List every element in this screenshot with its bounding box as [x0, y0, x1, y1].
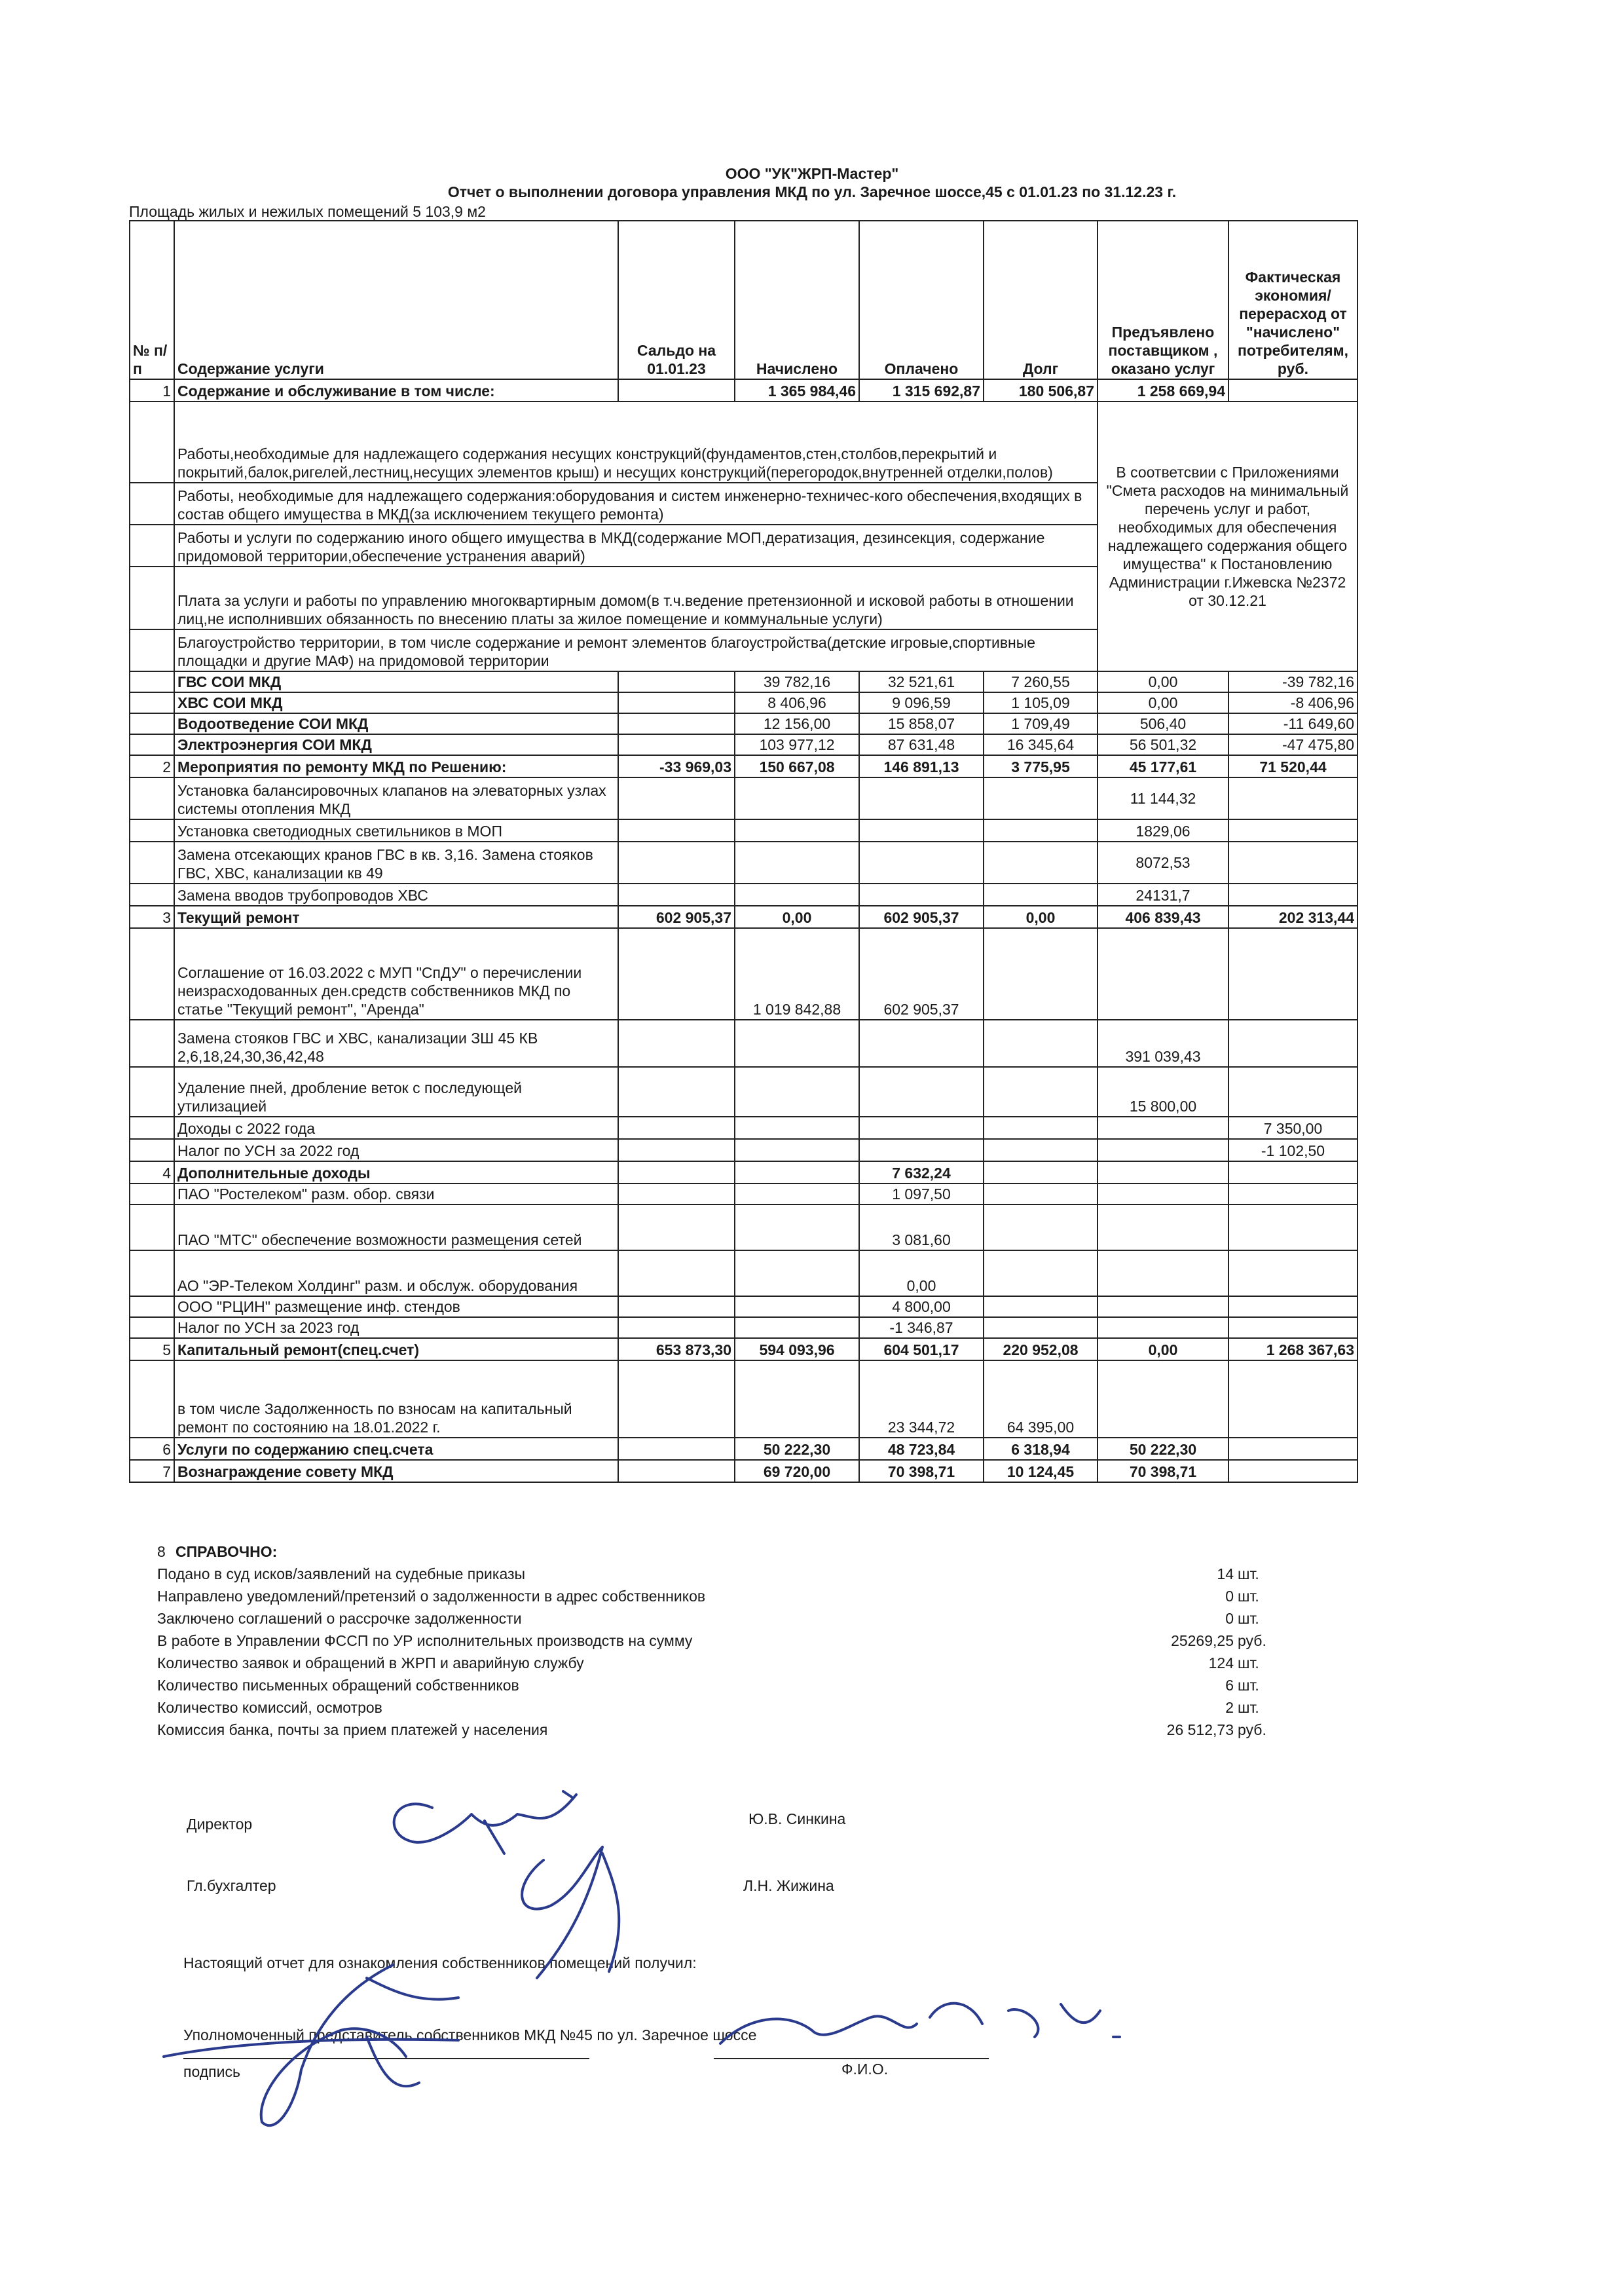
paid-cell: 48 723,84 — [859, 1438, 984, 1460]
savings-cell: 7 350,00 — [1228, 1117, 1357, 1139]
sign-label: подпись — [183, 2063, 240, 2080]
section-title: Вознаграждение совету МКД — [174, 1460, 618, 1482]
reference-label: Направлено уведомлений/претензий о задолженности в адрес собственников — [157, 1588, 706, 1605]
reference-value: 124 — [1208, 1654, 1234, 1671]
debt-cell: 180 506,87 — [984, 379, 1098, 401]
paid-cell: 7 632,24 — [859, 1161, 984, 1184]
presented-cell: 0,00 — [1098, 671, 1228, 692]
area-info: Площадь жилых и нежилых помещений 5 103,9 м2 — [129, 203, 486, 220]
reference-title: СПРАВОЧНО: — [175, 1543, 278, 1560]
charged-cell: 39 782,16 — [735, 671, 859, 692]
reference-value: 2 — [1225, 1699, 1234, 1716]
item-name: Замена вводов трубопроводов ХВС — [174, 884, 618, 906]
company-name: ООО "УК"ЖРП-Мастер" — [725, 165, 899, 182]
charged-cell: 50 222,30 — [735, 1438, 859, 1460]
savings-cell: -1 102,50 — [1228, 1139, 1357, 1161]
item-name: ПАО "МТС" обеспечение возможности размещения сетей — [174, 1204, 618, 1250]
reference-unit: шт. — [1238, 1588, 1259, 1605]
paid-cell: 23 344,72 — [859, 1360, 984, 1438]
reference-value: 26 512,73 — [1166, 1721, 1234, 1738]
paid-cell: 15 858,07 — [859, 713, 984, 734]
col-service: Содержание услуги — [174, 221, 618, 379]
reference-unit: руб. — [1238, 1721, 1266, 1738]
paid-cell: 602 905,37 — [859, 906, 984, 928]
reference-no: 8 — [157, 1543, 166, 1560]
reference-unit: шт. — [1238, 1610, 1259, 1627]
item-name: ООО "РЦИН" размещение инф. стендов — [174, 1296, 618, 1317]
reference-unit: шт. — [1238, 1565, 1259, 1582]
item-name: Установка балансировочных клапанов на элеваторных узлах системы отопления МКД — [174, 777, 618, 819]
item-name: АО "ЭР-Телеком Холдинг" разм. и обслуж. оборудования — [174, 1250, 618, 1296]
row-no: 6 — [130, 1438, 174, 1460]
section-title: Содержание и обслуживание в том числе: — [174, 379, 618, 401]
standards-note: В соответсвии с Приложениями "Смета расходов на минимальный перечень услуг и работ, необходимых для обеспечения надлежащего содержания общего имущества" к Постановлению Администрации г.Ижевска №2372 от 30.12.21 — [1098, 401, 1357, 671]
presented-cell: 8072,53 — [1098, 842, 1228, 884]
paid-cell: 32 521,61 — [859, 671, 984, 692]
paid-cell: 1 315 692,87 — [859, 379, 984, 401]
presented-cell: 70 398,71 — [1098, 1460, 1228, 1482]
work-description: Работы, необходимые для надлежащего содержания:оборудования и систем инженерно-техничес-кого обеспечения,входящих в состав общего имущества в МКД(за исключением текущего ремонта) — [174, 483, 1098, 525]
row-no: 2 — [130, 755, 174, 777]
debt-cell: 7 260,55 — [984, 671, 1098, 692]
reference-label: Комиссия банка, почты за прием платежей у населения — [157, 1721, 548, 1738]
reference-value: 0 — [1225, 1588, 1234, 1605]
presented-cell: 45 177,61 — [1098, 755, 1228, 777]
presented-cell: 506,40 — [1098, 713, 1228, 734]
paid-cell: 0,00 — [859, 1250, 984, 1296]
accountant-name: Л.Н. Жижина — [743, 1877, 834, 1894]
work-description: Плата за услуги и работы по управлению многоквартирным домом(в т.ч.ведение претензионной и исковой работы в отношении лиц,не исполнивших обязанность по внесению платы за жилое помещение и коммунальные услуги) — [174, 567, 1098, 629]
debt-cell: 220 952,08 — [984, 1338, 1098, 1360]
presented-cell: 50 222,30 — [1098, 1438, 1228, 1460]
item-name: Налог по УСН за 2023 год — [174, 1317, 618, 1338]
reference-label: В работе в Управлении ФССП по УР исполнительных производств на сумму — [157, 1632, 693, 1649]
charged-cell: 594 093,96 — [735, 1338, 859, 1360]
savings-cell: 202 313,44 — [1228, 906, 1357, 928]
section-title: Капитальный ремонт(спец.счет) — [174, 1338, 618, 1360]
savings-cell: -8 406,96 — [1228, 692, 1357, 713]
representative-line: Уполномоченный представитель собственников МКД №45 по ул. Заречное шоссе — [183, 2026, 757, 2043]
savings-cell: -39 782,16 — [1228, 671, 1357, 692]
utility-name: ГВС СОИ МКД — [174, 671, 618, 692]
section-title: Текущий ремонт — [174, 906, 618, 928]
paid-cell: 4 800,00 — [859, 1296, 984, 1317]
debt-cell: 3 775,95 — [984, 755, 1098, 777]
paid-cell: 602 905,37 — [859, 928, 984, 1020]
presented-cell: 1829,06 — [1098, 819, 1228, 842]
debt-cell: 1 105,09 — [984, 692, 1098, 713]
debt-cell: 1 709,49 — [984, 713, 1098, 734]
charged-cell: 1 365 984,46 — [735, 379, 859, 401]
item-name: Установка светодиодных светильников в МОП — [174, 819, 618, 842]
item-name: Доходы с 2022 года — [174, 1117, 618, 1139]
paid-cell: 9 096,59 — [859, 692, 984, 713]
representative-signature-left — [164, 1965, 458, 2125]
item-name: Замена стояков ГВС и ХВС, канализации ЗШ 45 КВ 2,6,18,24,30,36,42,48 — [174, 1020, 618, 1067]
col-charged: Начислено — [735, 221, 859, 379]
charged-cell: 8 406,96 — [735, 692, 859, 713]
charged-cell: 150 667,08 — [735, 755, 859, 777]
director-signature — [394, 1791, 576, 1854]
row-no: 1 — [130, 379, 174, 401]
debt-cell: 0,00 — [984, 906, 1098, 928]
savings-cell: -11 649,60 — [1228, 713, 1357, 734]
utility-name: Электроэнергия СОИ МКД — [174, 734, 618, 755]
paid-cell: 604 501,17 — [859, 1338, 984, 1360]
reference-label: Заключено соглашений о рассрочке задолженности — [157, 1610, 522, 1627]
charged-cell: 69 720,00 — [735, 1460, 859, 1482]
presented-cell: 0,00 — [1098, 692, 1228, 713]
presented-cell: 0,00 — [1098, 1338, 1228, 1360]
reference-label: Подано в суд исков/заявлений на судебные приказы — [157, 1565, 526, 1582]
opening-cell: 602 905,37 — [618, 906, 735, 928]
report-title: Отчет о выполнении договора управления МКД по ул. Заречное шоссе,45 с 01.01.23 по 31.12.23 г. — [447, 183, 1177, 200]
presented-cell: 11 144,32 — [1098, 777, 1228, 819]
work-description: Работы и услуги по содержанию иного общего имущества в МКД(содержание МОП,дератизация, дезинсекция, содержание придомовой территории,обеспечение устранения аварий) — [174, 525, 1098, 567]
row-no: 4 — [130, 1161, 174, 1184]
utility-name: Водоотведение СОИ МКД — [174, 713, 618, 734]
item-name: ПАО "Ростелеком" разм. обор. связи — [174, 1184, 618, 1204]
col-opening: Сальдо на 01.01.23 — [618, 221, 735, 379]
reference-value: 6 — [1225, 1677, 1234, 1694]
debt-cell: 16 345,64 — [984, 734, 1098, 755]
presented-cell: 1 258 669,94 — [1098, 379, 1228, 401]
presented-cell: 56 501,32 — [1098, 734, 1228, 755]
section-title: Услуги по содержанию спец.счета — [174, 1438, 618, 1460]
savings-cell: -47 475,80 — [1228, 734, 1357, 755]
charged-cell: 1 019 842,88 — [735, 928, 859, 1020]
charged-cell: 103 977,12 — [735, 734, 859, 755]
accountant-signature — [367, 1847, 619, 2000]
received-statement: Настоящий отчет для ознакомления собственников помещений получил: — [183, 1954, 697, 1971]
paid-cell: 1 097,50 — [859, 1184, 984, 1204]
director-label: Директор — [187, 1816, 253, 1833]
presented-cell: 15 800,00 — [1098, 1067, 1228, 1117]
paid-cell: 3 081,60 — [859, 1204, 984, 1250]
col-savings: Фактическая экономия/перерасход от "начислено" потребителям, руб. — [1228, 221, 1357, 379]
reference-label: Количество заявок и обращений в ЖРП и аварийную службу — [157, 1654, 584, 1671]
col-no: № п/п — [130, 221, 174, 379]
savings-cell: 1 268 367,63 — [1228, 1338, 1357, 1360]
work-description: Работы,необходимые для надлежащего содержания несущих конструкций(фундаментов,стен,столбов,перекрытий и покрытий,балок,ригелей,лестниц,несущих элементов крыш) и несущих конструкций(перегородок,внутренней отделки,полов) — [174, 401, 1098, 483]
opening-cell: -33 969,03 — [618, 755, 735, 777]
col-debt: Долг — [984, 221, 1098, 379]
section-title: Дополнительные доходы — [174, 1161, 618, 1184]
item-name: в том числе Задолженность по взносам на капитальный ремонт по состоянию на 18.01.2022 г. — [174, 1360, 618, 1438]
presented-cell: 391 039,43 — [1098, 1020, 1228, 1067]
paid-cell: 70 398,71 — [859, 1460, 984, 1482]
row-no: 3 — [130, 906, 174, 928]
opening-cell: 653 873,30 — [618, 1338, 735, 1360]
reference-value: 14 — [1217, 1565, 1234, 1582]
work-description: Благоустройство территории, в том числе содержание и ремонт элементов благоустройства(детские игровые,спортивные площадки и другие МАФ) на придомовой территории — [174, 629, 1098, 671]
item-name: Налог по УСН за 2022 год — [174, 1139, 618, 1161]
savings-cell: 71 520,44 — [1228, 755, 1357, 777]
item-name: Соглашение от 16.03.2022 с МУП "СпДУ" о перечислении неизрасходованных ден.средств собственников МКД по статье "Текущий ремонт", "Аренда" — [174, 928, 618, 1020]
paid-cell: 146 891,13 — [859, 755, 984, 777]
representative-signature-right — [720, 2004, 1120, 2043]
row-no: 7 — [130, 1460, 174, 1482]
fio-label: Ф.И.О. — [841, 2061, 889, 2078]
reference-unit: руб. — [1238, 1632, 1266, 1649]
presented-cell: 24131,7 — [1098, 884, 1228, 906]
director-name: Ю.В. Синкина — [748, 1810, 846, 1827]
utility-name: ХВС СОИ МКД — [174, 692, 618, 713]
col-presented: Предъявлено поставщиком , оказано услуг — [1098, 221, 1228, 379]
paid-cell: 87 631,48 — [859, 734, 984, 755]
presented-cell: 406 839,43 — [1098, 906, 1228, 928]
row-no: 5 — [130, 1338, 174, 1360]
reference-label: Количество письменных обращений собственников — [157, 1677, 519, 1694]
reference-value: 25269,25 — [1171, 1632, 1234, 1649]
charged-cell: 12 156,00 — [735, 713, 859, 734]
debt-cell: 10 124,45 — [984, 1460, 1098, 1482]
reference-value: 0 — [1225, 1610, 1234, 1627]
charged-cell: 0,00 — [735, 906, 859, 928]
reference-unit: шт. — [1238, 1699, 1259, 1716]
item-name: Замена отсекающих кранов ГВС в кв. 3,16. Замена стояков ГВС, ХВС, канализации кв 49 — [174, 842, 618, 884]
debt-cell: 64 395,00 — [984, 1360, 1098, 1438]
reference-label: Количество комиссий, осмотров — [157, 1699, 382, 1716]
accountant-label: Гл.бухгалтер — [187, 1877, 276, 1894]
reference-unit: шт. — [1238, 1677, 1259, 1694]
debt-cell: 6 318,94 — [984, 1438, 1098, 1460]
paid-cell: -1 346,87 — [859, 1317, 984, 1338]
reference-unit: шт. — [1238, 1654, 1259, 1671]
col-paid: Оплачено — [859, 221, 984, 379]
item-name: Удаление пней, дробление веток с последующей утилизацией — [174, 1067, 618, 1117]
section-title: Мероприятия по ремонту МКД по Решению: — [174, 755, 618, 777]
